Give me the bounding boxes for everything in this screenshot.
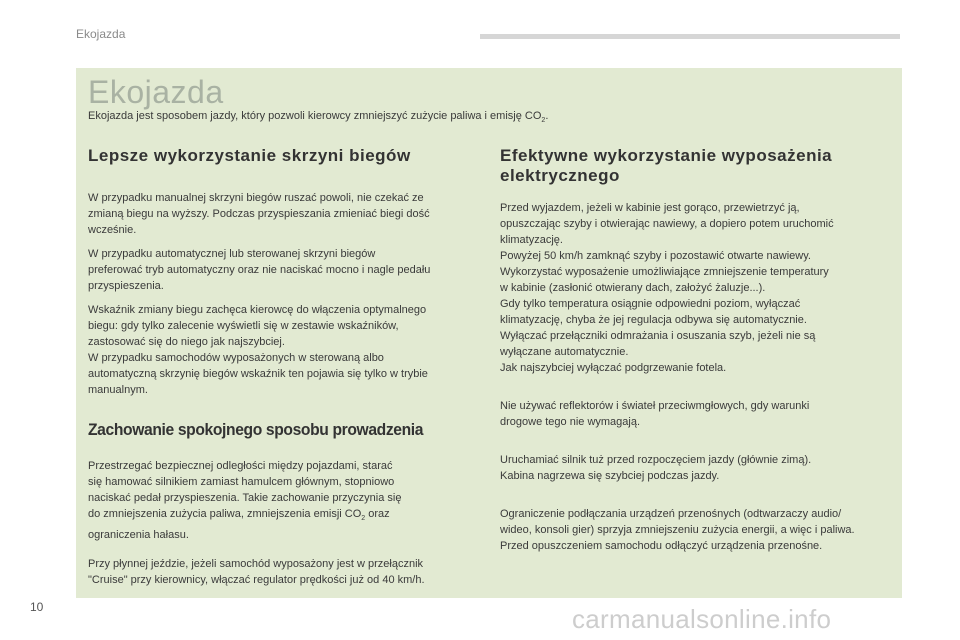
text-line: się hamować silnikiem zamiast hamulcem głównym, stopniowo [88,476,395,488]
watermark: carmanualsonline.info [572,604,832,634]
text-line: w kabinie (zasłonić otwierany dach, założyć żaluzje...). [500,282,766,294]
text-line: W przypadku samochodów wyposażonych w sterowaną albo [88,352,384,364]
text-line: wcześnie. [88,224,137,236]
paragraph [88,190,483,238]
text-line: Wskaźnik zmiany biegu zachęca kierowcę do włączenia optymalnego [88,304,427,316]
paragraph [500,506,895,554]
text-line: W przypadku manualnej skrzyni biegów ruszać powoli, nie czekać ze [88,192,424,204]
intro-main: Ekojazda jest sposobem jazdy, który pozwoli kierowcy zmniejszyć zużycie paliwa i emisję CO [88,110,542,122]
page-title: Ekojazda [88,74,224,110]
page-number: 10 [30,600,44,614]
right-column [500,146,895,554]
text-line: Wyłączać przełączniki odmrażania i osuszania szyb, jeżeli nie są [500,330,816,342]
paragraph [500,398,895,430]
paragraph [500,452,895,484]
text-line: preferować tryb automatyczny oraz nie naciskać mocno i nagle pedału [88,264,431,276]
heading-line: Efektywne wykorzystanie wyposażenia [500,146,833,165]
header-rule [480,34,900,39]
left-column [88,146,483,588]
paragraph [88,458,483,543]
text-line: manualnym. [88,384,148,396]
text-line: Nie używać reflektorów i świateł przeciwmgłowych, gdy warunki [500,400,810,412]
section-heading-gearbox: Lepsze wykorzystanie skrzyni biegów [88,146,411,165]
intro-sub: 2 [541,117,546,125]
text-line: automatyczną skrzynię biegów wskaźnik ten pojawia się tylko w trybie [88,368,428,380]
text-line: opuszczając szyby i otwierając nawiewy, a dopiero potem uruchomić [500,218,834,230]
intro-end: . [545,110,549,122]
text-line: drogowe tego nie wymagają. [500,416,641,428]
text-line: Przed opuszczeniem samochodu odłączyć urządzenia przenośne. [500,540,823,552]
section-heading-driving: Zachowanie spokojnego sposobu prowadzenia [88,420,424,439]
paragraph [88,556,483,588]
text-line: Kabina nagrzewa się szybciej podczas jazdy. [500,470,720,482]
running-header: Ekojazda [76,27,126,41]
co2-after: oraz [365,508,390,520]
text-line: przyspieszenia. [88,280,164,292]
text-line: Przed wyjazdem, jeżeli w kabinie jest gorąco, przewietrzyć ją, [500,202,800,214]
text-line: ograniczenia hałasu. [88,529,189,542]
text-line: W przypadku automatycznej lub sterowanej skrzyni biegów [88,248,376,260]
paragraph [88,246,483,294]
text-line: wideo, konsoli gier) sprzyja zmniejszeniu zużycia energii, a więc i paliwa. [500,524,855,536]
co2-sub: 2 [361,515,366,523]
text-line: zmianą biegu na wyższy. Podczas przyspieszania zmieniać biegi dość [88,208,430,220]
paragraph [88,302,483,398]
text-line: Gdy tylko temperatura osiągnie odpowiedni poziom, wyłączać [500,298,801,310]
text-line: Powyżej 50 km/h zamknąć szyby i pozostawić otwarte nawiewy. [500,250,811,262]
text-line: "Cruise" przy kierownicy, włączać regulator prędkości już od 40 km/h. [88,574,425,587]
text-line: klimatyzację. [500,234,563,246]
text-line: zastosować się do niego jak najszybciej. [88,336,285,348]
text-line: Ograniczenie podłączania urządzeń przenośnych (odtwarzaczy audio/ [500,508,842,520]
text-line: Przy płynnej jeździe, jeżeli samochód wyposażony jest w przełącznik [88,558,424,571]
text-line: Jak najszybciej wyłączać podgrzewanie fotela. [500,362,727,374]
text-line: Przestrzegać bezpiecznej odległości między pojazdami, starać [88,460,393,472]
text-line: Wykorzystać wyposażenie umożliwiające zmniejszenie temperatury [500,266,829,278]
text-line [88,508,390,523]
paragraph [500,200,895,376]
text-line: naciskać pedał przyspieszenia. Takie zachowanie przyczynia się [88,492,402,504]
text-line: klimatyzację, chyba że jej regulacja odbywa się automatycznie. [500,314,807,326]
intro-text [88,110,548,124]
text-line: biegu: gdy tylko zalecenie wyświetli się w zestawie wskaźników, [88,320,399,332]
heading-line: elektrycznego [500,166,620,185]
text-line: wyłączane automatycznie. [500,346,629,358]
text-line: Uruchamiać silnik tuż przed rozpoczęciem jazdy (głównie zimą). [500,454,812,466]
section-heading-electrical [500,146,895,186]
co2-text: do zmniejszenia zużycia paliwa, zmniejszenia emisji CO [88,508,362,520]
